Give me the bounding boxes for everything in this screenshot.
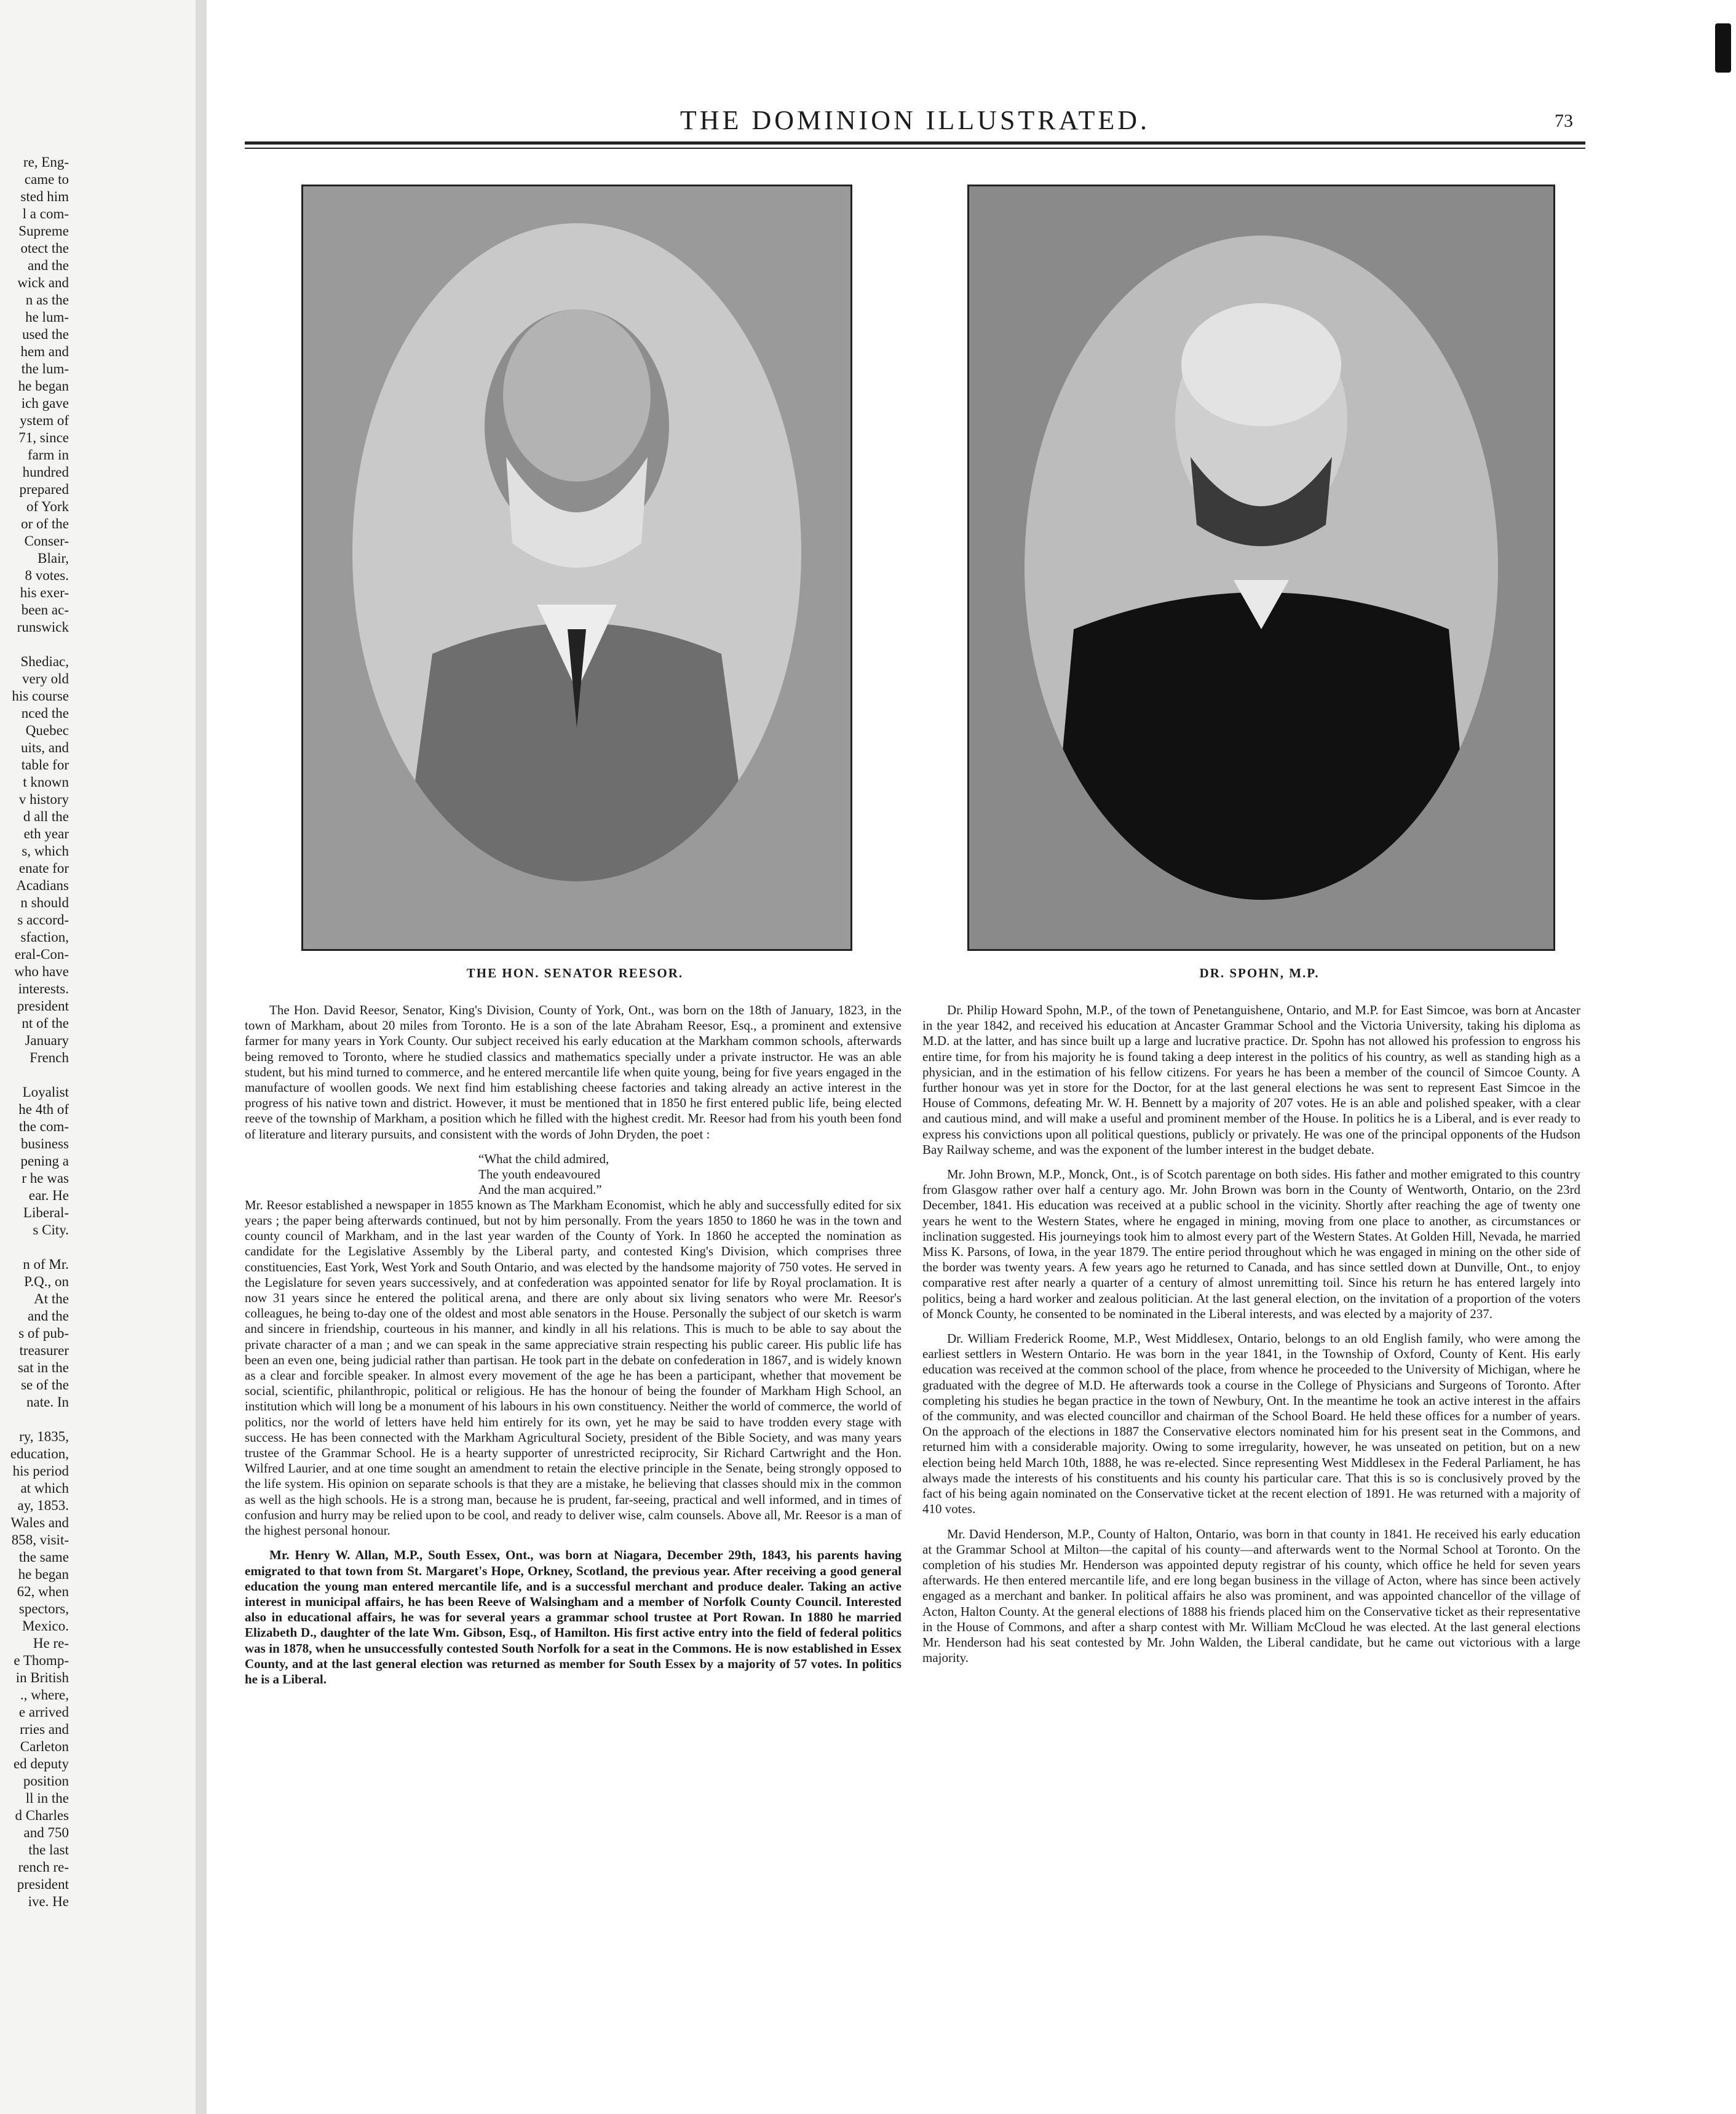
fragment-line: Blair, bbox=[38, 550, 69, 566]
page-number: 73 bbox=[1555, 111, 1573, 131]
fragment-line: in British bbox=[15, 1670, 69, 1685]
fragment-line: ay, 1853. bbox=[17, 1498, 69, 1513]
fragment-line: French bbox=[30, 1050, 69, 1065]
fragment-line: treasurer bbox=[19, 1343, 69, 1358]
fragment-line: nt of the bbox=[22, 1015, 69, 1031]
article-allan: Mr. Henry W. Allan, M.P., South Essex, Ont., was born at Niagara, December 29th, 1843, his parents having emigrated to that town from St. Margaret's Hope, Orkney, Scotland, the previous year. After receiving a good general education the young man entered mercantile life, and is a successful merchant and produce dealer. Taking an active interest in municipal affairs, he has been Reeve of Walsingham and a member of Norfolk County Council. Interested also in educational affairs, he was for several years a grammar school trustee at Port Rowan. In 1880 he married Elizabeth D., daughter of the late Wm. Gibson, Esq., of Hamilton. His first active entry into the field of federal politics was in 1878, when he unsuccessfully contested South Norfolk for a seat in the Commons. He is now established in Essex County, and at the last general election was returned as member for South Essex by a majority of 57 votes. In politics he is a Liberal. bbox=[245, 1548, 902, 1687]
fragment-line: l a com- bbox=[22, 206, 69, 221]
fragment-line: the same bbox=[18, 1549, 69, 1565]
corner-clip-mark bbox=[1715, 23, 1731, 73]
fragment-line bbox=[0, 1239, 69, 1256]
fragment-line: sted him bbox=[20, 189, 69, 204]
article-brown: Mr. John Brown, M.P., Monck, Ont., is of Scotch parentage on both sides. His father and mother emigrated to this country from Glasgow rather over half a century ago. Mr. John Brown was born in the County of Wentworth, Ontario, on the 23rd December, 1841. His education was received at a public school in the vicinity. Shortly after reaching the age of twenty one years he went to the Western States, where he engaged in mining, moving from one place to another, as circumstances or inclination suggested. His journeyings took him to almost every part of the Western States. At Golden Hill, Nevada, he married Miss K. Parsons, of Iowa, in the year 1879. The entire period throughout which he was engaged in mining on the other side of the border was twenty years. A few years ago he returned to Canada, and has since settled down at Dunville, Ont., to enjoy comparative rest after nearly a quarter of a century of almost unremitting toil. Since his return he has entered largely into politics, being a hard worker and zealous politician. At the last general election, on the invitation of a proportion of the voters of Monck County, he consented to be nominated in the Liberal interests, and was elected by a majority of 237. bbox=[922, 1167, 1580, 1321]
page-header-title: THE DOMINION ILLUSTRATED. bbox=[680, 105, 1151, 135]
fragment-line: d all the bbox=[23, 809, 69, 824]
article-column-right bbox=[922, 1003, 1580, 2097]
fragment-line: runswick bbox=[17, 619, 69, 635]
fragment-line: sfaction, bbox=[20, 929, 69, 945]
fragment-line: came to bbox=[24, 172, 69, 187]
fragment-line: eral-Con- bbox=[14, 947, 69, 962]
fragment-line: n of Mr. bbox=[23, 1257, 69, 1272]
fragment-line: n should bbox=[20, 895, 69, 910]
fragment-line: used the bbox=[22, 327, 69, 342]
fragment-line: the com- bbox=[18, 1119, 69, 1134]
fragment-line: and 750 bbox=[23, 1825, 69, 1840]
fragment-line: ystem of bbox=[20, 413, 69, 428]
fragment-line: ed deputy bbox=[13, 1756, 69, 1771]
fragment-line: s City. bbox=[33, 1222, 69, 1238]
header-rule bbox=[245, 141, 1585, 145]
article-henderson: Mr. David Henderson, M.P., County of Halton, Ontario, was born in that county in 1841. He received his early education at the Grammar School at Milton—the capital of his county—and afterwards went to the Normal School at Toronto. On the completion of his studies Mr. Henderson was appointed deputy registrar of his county, which office he held for seven years afterwards. He then entered mercantile life, and ere long began business in the village of Acton, where has since been actively engaged as a merchant and banker. In political affairs he also was prominent, and was appointed chancellor of the village of Acton, Halton County. At the general elections of 1888 his friends placed him on the Conservative ticket as their representative in the House of Commons, and after a sharp contest with Mr. William McCloud he was elected. At the last general elections Mr. Henderson had his seat contested by Mr. John Walden, the Liberal candidate, but he came out victorious with a large majority. bbox=[922, 1526, 1580, 1666]
fragment-line bbox=[0, 1067, 69, 1084]
fragment-line: hundred bbox=[22, 464, 69, 480]
fragment-line: of York bbox=[26, 499, 69, 514]
fragment-line: pening a bbox=[20, 1153, 69, 1169]
fragment-line: At the bbox=[34, 1291, 69, 1306]
fragment-line: nced the bbox=[21, 705, 69, 721]
fragment-line: Quebec bbox=[25, 723, 69, 738]
fragment-line: ich gave bbox=[21, 395, 69, 411]
fragment-line: president bbox=[17, 1877, 69, 1892]
article-roome: Dr. William Frederick Roome, M.P., West Middlesex, Ontario, belongs to an old English family, who were among the earliest settlers in Western Ontario. He was born in the year 1841, in the Township of Oxford, County of Kent. His early education was received at the common school of the place, from whence he proceeded to the University of Michigan, where he graduated with the degree of M.D. He afterwards took a course in the College of Physicians and Surgeons of Toronto. After completing his studies he began practice in the town of Newbury, Ont. In the meantime he took an active interest in the affairs of the community, and was elected councillor and chairman of the School Board. He held these offices for a number of years. On the approach of the elections in 1887 the Conservative electors nominated him for his present seat in the Commons, and returned him with a considerable majority. Owing to some irregularity, however, he was unseated on petition, but on a new election being held March 10th, 1888, he was re-elected. Since representing West Middlesex in the Federal Parliament, he has always made the interests of his constituents and his county his particular care. That this is so is conclusively proved by the fact of his being again nominated on the Conservative ticket at the recent election of 1891. He was returned with a majority of 410 votes. bbox=[922, 1331, 1580, 1517]
fragment-line: the lum- bbox=[21, 361, 69, 376]
fragment-line: 8 votes. bbox=[25, 568, 69, 583]
fragment-line: ., where, bbox=[20, 1687, 69, 1703]
fragment-line: very old bbox=[22, 671, 69, 686]
fragment-line: t known bbox=[23, 774, 69, 790]
portrait-caption-spohn: DR. SPOHN, M.P. bbox=[1199, 966, 1320, 980]
fragment-line: He re- bbox=[33, 1635, 69, 1651]
fragment-line: d Charles bbox=[15, 1808, 69, 1823]
fragment-line: Mexico. bbox=[22, 1618, 69, 1634]
quote-line: The youth endeavoured bbox=[478, 1166, 601, 1182]
fragment-line: spectors, bbox=[18, 1601, 69, 1616]
article-reesor-paragraph-1: The Hon. David Reesor, Senator, King's Division, County of York, Ont., was born on the 18th of January, 1823, in the town of Markham, about 20 miles from Toronto. He is a son of the late Abraham Reesor, Esq., a prominent and extensive farmer for many years in York County. Our subject received his early education at the Markham common schools, afterwards being removed to Toronto, where he studied classics and mathematics specially under a private instructor. He was an able student, but his mind turned to commerce, and he entered mercantile life when quite young, being for five years engaged in the manufacture of woollen goods. We next find him establishing cheese factories and taking already an active interest in the progress of his native town and district. However, it must be mentioned that in 1850 he first entered public life, being elected reeve of the township of Markham, a position which he filled with the highest credit. Mr. Reesor had from his youth been fond of literature and literary pursuits, and consistent with the words of John Dryden, the poet : bbox=[245, 1003, 902, 1142]
fragment-line: Conser- bbox=[24, 533, 69, 549]
header-rule-thin bbox=[245, 148, 1585, 149]
fragment-line: he 4th of bbox=[18, 1102, 69, 1117]
fragment-line: ll in the bbox=[25, 1790, 69, 1806]
fragment-line: who have bbox=[14, 964, 69, 979]
fragment-line: 62, when bbox=[17, 1584, 69, 1599]
fragment-line: January bbox=[25, 1033, 69, 1048]
fragment-line: sat in the bbox=[17, 1360, 69, 1375]
page-gutter bbox=[196, 0, 207, 2114]
fragment-line: e Thomp- bbox=[14, 1653, 69, 1668]
fragment-line: he began bbox=[18, 1567, 69, 1582]
fragment-line: his exer- bbox=[20, 585, 69, 600]
fragment-line: table for bbox=[21, 757, 69, 773]
fragment-line: eth year bbox=[23, 826, 69, 841]
fragment-line: v history bbox=[18, 792, 69, 807]
fragment-line: uits, and bbox=[21, 740, 69, 755]
fragment-line: Shediac, bbox=[20, 654, 69, 669]
fragment-line: farm in bbox=[27, 447, 69, 463]
fragment-line: been ac- bbox=[21, 602, 69, 618]
fragment-line: interests. bbox=[18, 981, 69, 996]
fragment-line: e arrived bbox=[18, 1704, 69, 1720]
article-reesor-paragraph-2: Mr. Reesor established a newspaper in 1855 known as The Markham Economist, which he ably and successfully edited for six years ; the paper being afterwards continued, but not by him personally. From the years 1850 to 1860 he was in the town and county council of Markham, and in the last year warden of the County of York. In 1860 he accepted the nomination as candidate for the Legislative Assembly by the Liberal party, and contested King's Division, which comprises three constituencies, East York, West York and South Ontario, and was elected by the handsome majority of 750 votes. He served in the Legislature for seven years successively, and at confederation was appointed senator for life by Royal proclamation. It is now 31 years since he entered the political arena, and there are only about six living senators who were Mr. Reesor's colleagues, he being to-day one of the oldest and most able senators in the House. Personally the subject of our sketch is warm and sincere in friendship, courteous in his manner, and kindly in all his relations. This is much to be able to say about the private character of a man ; and we can speak in the same appreciative strain respecting his public career. His public life has been an even one, being judicial rather than partisan. He took part in the debate on confederation in 1867, and is widely known as a clear and forcible speaker. In almost every movement of the age he has been a participant, whether that movement be social, scientific, philanthropic, political or religious. He has the honour of being the founder of Markham High School, an institution which will long be a monument of his labours in his own constituency. Neither the world of commerce, the world of politics, nor the world of letters have held him entirely for its own, yet he may be said to have trodden every stage with success. He has been connected with the Markham Agricultural Society, president of the Bible Society, and was many years trustee of the Grammar School. He is a hearty supporter of unrestricted reciprocity, Sir Richard Cartwright and the Hon. Wilfred Laurier, and at one time sought an amendment to retain the elective principle in the Senate, being strongly opposed to the life system. His opinion on separate schools is that they are a mistake, he believing that classes should mix in the common as well as the high schools. He is a strong man, because he is prudent, far-seeing, practical and well informed, and in times of confusion and hurry may be relied upon to be cool, and ready to deliver wise, calm counsels. Above all, Mr. Reesor is a man of the highest personal honour. bbox=[245, 1197, 902, 1538]
reesor-figure bbox=[352, 223, 801, 881]
fragment-line: Supreme bbox=[18, 223, 69, 239]
fragment-line: his course bbox=[12, 688, 69, 704]
fragment-line bbox=[0, 636, 69, 653]
fragment-line: president bbox=[17, 998, 69, 1014]
fragment-line: Wales and bbox=[10, 1515, 69, 1530]
fragment-line: Liberal- bbox=[23, 1205, 69, 1220]
fragment-line: ear. He bbox=[28, 1188, 69, 1203]
fragment-line: and the bbox=[27, 258, 69, 273]
fragment-line: the last bbox=[28, 1842, 69, 1858]
dryden-quote bbox=[478, 1151, 902, 1198]
fragment-line: s of pub- bbox=[18, 1325, 69, 1341]
fragment-line: Carleton bbox=[20, 1739, 69, 1754]
fragment-line: r he was bbox=[22, 1170, 69, 1186]
fragment-line: or of the bbox=[21, 516, 69, 531]
fragment-line: wick and bbox=[17, 275, 69, 290]
fragment-line: enate for bbox=[18, 860, 69, 876]
fragment-line: ive. He bbox=[28, 1894, 69, 1909]
fragment-line: Acadians bbox=[16, 878, 69, 893]
article-spohn: Dr. Philip Howard Spohn, M.P., of the town of Penetanguishene, Ontario, and M.P. for East Simcoe, was born at Ancaster in the year 1842, and received his education at Ancaster Grammar School and the Victoria University, taking his diploma as M.D. at the latter, and has since built up a large and lucrative practice. Dr. Spohn has not allowed his profession to engross his entire time, for from his majority he is found taking a deep interest in the politics of his country, as well as standing high as a physician, and in the estimation of his fellow citizens. For years he has been a member of the council of Simcoe County. A further honour was yet in store for the Doctor, for at the last general elections he was sent to represent East Simcoe in the House of Commons, defeating Mr. W. H. Bennett by a majority of 207 votes. He is an able and polished speaker, with a clear and cautious mind, and will make a useful and prominent member of the House. In politics he is a Liberal, and is ever ready to express his convictions upon all political questions, publicly or privately. He was one of the principal opponents of the Hudson Bay Railway scheme, and was the exponent of the lumber interest in the budget debate. bbox=[922, 1003, 1580, 1157]
spohn-figure bbox=[1025, 236, 1498, 900]
portrait-oval-spohn bbox=[1025, 236, 1498, 900]
article-column-left bbox=[245, 1003, 902, 2097]
fragment-line: re, Eng- bbox=[23, 154, 69, 170]
fragment-line: 71, since bbox=[18, 430, 69, 445]
fragment-line: se of the bbox=[21, 1377, 69, 1393]
quote-line: And the man acquired.” bbox=[478, 1182, 602, 1197]
portrait-caption-reesor: THE HON. SENATOR REESOR. bbox=[466, 966, 684, 980]
fragment-line: nate. In bbox=[26, 1394, 69, 1410]
fragment-line: he began bbox=[18, 378, 69, 394]
fragment-line: hem and bbox=[20, 344, 69, 359]
fragment-line: 858, visit- bbox=[11, 1532, 69, 1548]
fragment-line: at which bbox=[20, 1480, 69, 1496]
fragment-line: position bbox=[23, 1773, 69, 1789]
fragment-line: otect the bbox=[20, 240, 69, 256]
fragment-line: business bbox=[21, 1136, 69, 1151]
fragment-line: education, bbox=[10, 1446, 69, 1461]
fragment-line: s accord- bbox=[17, 912, 69, 928]
fragment-line: Loyalist bbox=[22, 1084, 69, 1100]
fragment-line: rries and bbox=[20, 1722, 69, 1737]
fragment-line: ry, 1835, bbox=[19, 1429, 69, 1444]
fragment-line: and the bbox=[27, 1308, 69, 1324]
fragment-line: he lum- bbox=[25, 309, 69, 325]
fragment-line: prepared bbox=[19, 482, 69, 497]
previous-page-text-fragment bbox=[0, 154, 69, 2097]
portrait-spohn bbox=[967, 185, 1555, 951]
portrait-reesor bbox=[301, 185, 852, 951]
fragment-line: rench re- bbox=[18, 1859, 69, 1875]
fragment-line bbox=[0, 1411, 69, 1428]
fragment-line: P.Q., on bbox=[24, 1274, 69, 1289]
fragment-line: n as the bbox=[25, 292, 69, 308]
portrait-oval-reesor bbox=[352, 223, 801, 881]
fragment-line: s, which bbox=[22, 843, 69, 859]
fragment-line: his period bbox=[12, 1463, 69, 1479]
quote-line: “What the child admired, bbox=[478, 1151, 609, 1166]
